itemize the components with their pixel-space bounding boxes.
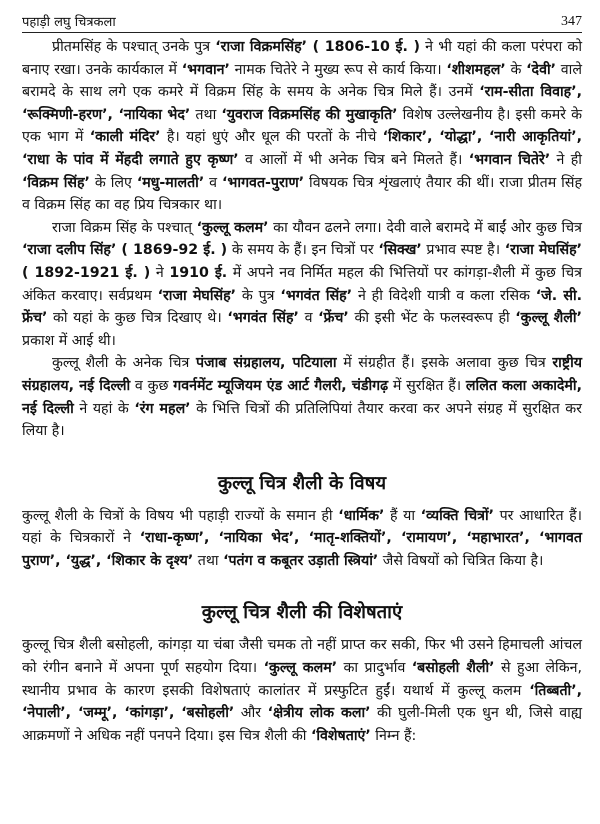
bold-term: ‘तिब्बती’, ‘नेपाली’, ‘जम्मू’, ‘कांगड़ा’, ‘बसोहली’ — [22, 682, 582, 722]
paragraph — [22, 36, 582, 217]
text-run: ने — [150, 264, 170, 281]
text-run: नामक चितेरे ने मुख्य रूप से कार्य किया। — [229, 61, 447, 78]
section-heading: कुल्लू चित्र शैली के विषय — [217, 472, 387, 494]
text-run: के लिए — [89, 174, 137, 191]
page-body — [22, 36, 582, 747]
text-run: कुल्लू चित्र शैली बसोहली, कांगड़ा या चंबा जैसी चमक तो नहीं प्राप्त कर सकी, फिर भी उसने हिमाचली आंचल को रंगीन बनाने में अपना पूर्ण सहयोग दिया। — [22, 637, 582, 677]
bold-term: ‘राजा विक्रमसिंह’ ( 1806-10 ई. ) — [215, 39, 420, 55]
bold-term: ‘मधु-मालती’ — [136, 174, 205, 191]
bold-term: ‘राजा दलीप सिंह’ ( 1869-92 ई. ) — [22, 242, 228, 259]
text-run: व — [204, 174, 223, 191]
bold-term: ‘भगवान’ — [181, 61, 230, 78]
text-run: ने ही विदेशी यात्री व कला रसिक — [352, 287, 536, 304]
bold-term: ‘शीशमहल’ — [446, 61, 506, 78]
paragraph — [22, 505, 582, 573]
book-title: पहाड़ी लघु चित्रकला — [22, 15, 116, 30]
text-run: व — [298, 310, 319, 327]
text-run: तथा — [193, 552, 224, 569]
section-heading: कुल्लू चित्र शैली की विशेषताएं — [201, 602, 403, 624]
text-run: व कुछ — [130, 377, 174, 394]
bold-term: ‘रंग महल’ — [134, 400, 191, 417]
text-run: में सुरक्षित हैं। — [388, 377, 466, 394]
text-run: का प्रादुर्भाव — [337, 660, 412, 677]
bold-term: ‘शिकार’, ‘योद्धा’, ‘नारी आकृतियां’, ‘राधा के पांव में मेंहदी लगाते हुए कृष्ण’ — [22, 129, 582, 168]
text-run: निम्न हैं: — [370, 727, 417, 744]
bold-term: ‘विक्रम सिंह’ — [22, 174, 90, 191]
bold-term: राष्ट्रीय संग्रहालय, नई दिल्ली — [22, 355, 582, 394]
text-run: में संग्रहीत हैं। इसके अलावा कुछ चित्र — [336, 355, 553, 372]
text-run: में अपने नव निर्मित महल की भित्तियों पर कांगड़ा-शैली में कुछ चित्र अंकित करवाए। सर्वप्रथम — [22, 264, 582, 304]
bold-term: ‘राम-सीता विवाह’, ‘रूक्मिणी-हरण’, ‘नायिका भेद’ — [22, 84, 582, 123]
text-run: राजा विक्रम सिंह के पश्चात् — [52, 219, 197, 236]
paragraph — [22, 217, 582, 353]
bold-term: ‘भगवान चितेरे’ — [468, 151, 551, 168]
text-run: विशेष उल्लेखनीय है। इसी कमरे के एक भाग में — [22, 106, 582, 146]
text-run: जैसे विषयों को चित्रित किया है। — [378, 552, 544, 569]
text-run: के — [505, 61, 527, 78]
text-run: कुल्लू शैली के अनेक चित्र — [52, 355, 196, 372]
paragraph — [22, 352, 582, 442]
bold-term: ‘राधा-कृष्ण’, ‘नायिका भेद’, ‘मातृ-शक्तियों’, ‘रामायण’, ‘महाभारत’, ‘भागवत पुराण’, ‘युद्ध’, ‘शिकार के दृश्य’ — [22, 530, 583, 569]
bold-term: ‘बसोहली शैली’ — [411, 660, 495, 677]
text-run: के भित्ति चित्रों की प्रतिलिपियां तैयार करवा कर अपने संग्रह में सुरक्षित कर लिया है। — [22, 400, 582, 440]
bold-term: ‘युवराज विक्रमसिंह की मुखाकृति’ — [221, 106, 398, 123]
text-run: विषयक चित्र शृंखलाएं तैयार की थीं। राजा प्रीतम सिंह व विक्रम सिंह का वह प्रिय चित्रकार था। — [22, 174, 582, 214]
bold-term: ‘कुल्लू शैली’ — [515, 310, 582, 327]
bold-term: पंजाब संग्रहालय, पटियाला — [195, 355, 337, 372]
bold-term: ‘राजा मेघसिंह’ ( 1892-1921 ई. ) — [22, 242, 582, 281]
running-header — [22, 8, 582, 33]
bold-term: गवर्नमेंट म्यूजियम एंड आर्ट गैलरी, चंडीगढ़ — [173, 377, 389, 394]
text-run: के पुत्र — [236, 287, 281, 304]
text-run: प्रकाश में आई थी। — [22, 332, 116, 349]
bold-term: ‘सिक्ख’ — [378, 242, 422, 259]
bold-term: ‘भगवंत सिंह’ — [280, 287, 353, 304]
text-run: ने भी यहां की कला परंपरा को बनाए रखा। उनके कार्यकाल में — [22, 39, 582, 78]
paragraph — [22, 634, 582, 747]
bold-term: ‘काली मंदिर’ — [89, 129, 161, 146]
bold-term: ‘जे. सी. फ्रेंच’ — [22, 287, 583, 327]
bold-term: ‘पतंग व कबूतर उड़ाती स्त्रियां’ — [223, 552, 379, 569]
text-run: का यौवन ढलने लगा। देवी वाले बरामदे में बाईं ओर कुछ चित्र — [268, 219, 582, 236]
text-run: ने ही — [550, 151, 582, 168]
text-run: और — [234, 705, 268, 722]
text-run: प्रभाव स्पष्ट है। — [421, 242, 505, 259]
text-run: व आलों में भी अनेक चित्र बने मिलते हैं। — [238, 151, 469, 168]
text-run: तथा — [190, 106, 222, 123]
bold-term: ‘फ्रेंच’ — [318, 310, 349, 327]
text-run: पर आधारित हैं। यहां के चित्रकारों ने — [22, 507, 583, 547]
page-number: 347 — [561, 14, 582, 29]
bold-term: 1910 ई. — [169, 264, 228, 281]
text-run: कुल्लू शैली के चित्रों के विषय भी पहाड़ी राज्यों के समान ही — [22, 507, 339, 524]
text-run: से हुआ लेकिन, स्थानीय प्रभाव के कारण इसकी विशेषताएं कालांतर में प्रस्फुटित हुईं। यथार्थ में कुल्लू कलम — [22, 660, 582, 699]
bold-term: ‘विशेषताएं’ — [310, 727, 371, 744]
bold-term: ‘भागवत-पुराण’ — [222, 174, 305, 191]
text-run: हैं या — [384, 507, 421, 524]
text-run: के समय के हैं। इन चित्रों पर — [227, 242, 379, 259]
text-run: की इसी भेंट के फलस्वरूप ही — [348, 310, 516, 327]
text-run: को यहां के कुछ चित्र दिखाए थे। — [47, 310, 228, 327]
text-run: की घुली-मिली एक धुन थी, जिसे वाह्य आक्रमणों ने अधिक नहीं पनपने दिया। इस चित्र शैली की — [22, 705, 582, 744]
text-run: ने यहां के — [73, 400, 135, 417]
text-run: वाले बरामदे के साथ लगे एक कमरे में विक्रम सिंह के समय के अनेक चित्र मिले हैं। उनमें — [22, 61, 582, 101]
bold-term: ‘भगवंत सिंह’ — [227, 310, 299, 327]
bold-term: ‘व्यक्ति चित्रों’ — [420, 507, 495, 524]
bold-term: ‘कुल्लू कलम’ — [263, 660, 338, 677]
bold-term: ललित कला अकादेमी, नई दिल्ली — [22, 377, 582, 417]
text-run: है। यहां धुएं और धूल की परतों के नीचे — [160, 129, 383, 146]
bold-term: ‘कुल्लू कलम’ — [196, 219, 269, 236]
bold-term: ‘क्षेत्रीय लोक कला’ — [267, 705, 371, 722]
bold-term: ‘धार्मिक’ — [338, 507, 385, 524]
text-run: प्रीतमसिंह के पश्चात् उनके पुत्र — [52, 39, 216, 55]
bold-term: ‘देवी’ — [526, 61, 557, 78]
bold-term: ‘राजा मेघसिंह’ — [157, 287, 237, 304]
